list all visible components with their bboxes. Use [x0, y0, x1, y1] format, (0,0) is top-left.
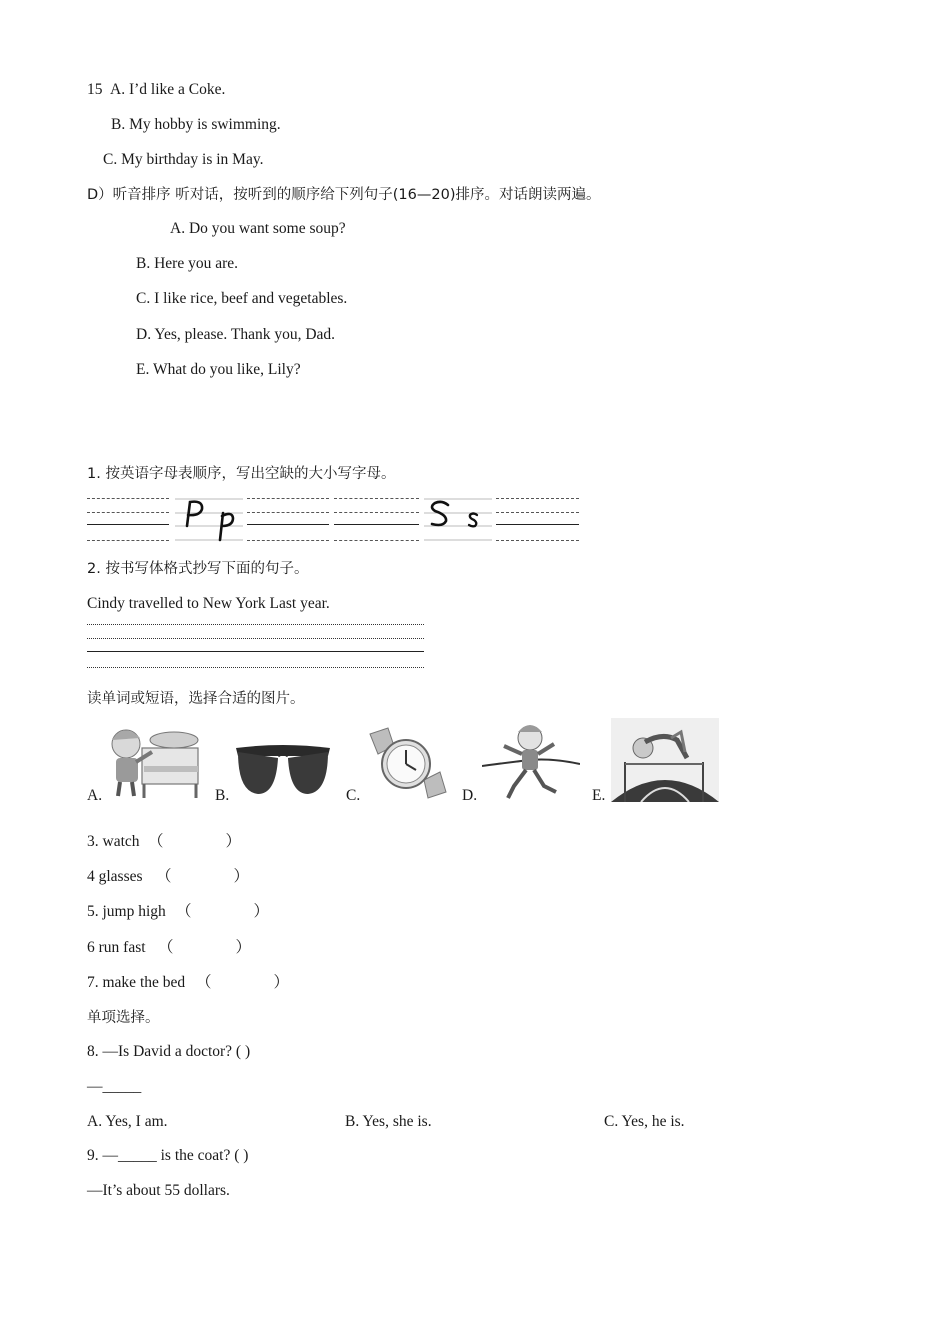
section-d-item-b: B. Here you are.: [136, 255, 238, 272]
q2-sentence: Cindy travelled to New York Last year.: [87, 595, 330, 612]
section-d-item-c: C. I like rice, beef and vegetables.: [136, 290, 348, 307]
match-item-7-paren[interactable]: （ ）: [196, 974, 290, 991]
q8-option-b[interactable]: B. Yes, she is.: [345, 1113, 432, 1130]
q15-option-a: 15: [87, 81, 103, 98]
picture-label-e: E.: [592, 787, 606, 804]
match-item-6-paren[interactable]: （ ）: [158, 939, 252, 956]
match-item-3-paren[interactable]: （ ）: [148, 833, 242, 850]
section-d-title: D）听音排序 听对话，按听到的顺序给下列句子(16—20)排序。对话朗读两遍。: [87, 187, 601, 203]
match-item-5: 5. jump high: [87, 903, 166, 920]
picture-label-b: B.: [215, 787, 230, 804]
q1-title: 1. 按英语字母表顺序，写出空缺的大小写字母。: [87, 466, 396, 482]
q2-title: 2. 按书写体格式抄写下面的句子。: [87, 561, 309, 577]
q15-option-a-text: A. I’d like a Coke.: [110, 81, 226, 98]
letter-box-p-glyphs: [175, 496, 243, 542]
section-d-item-a: A. Do you want some soup?: [170, 220, 346, 237]
q8-answer-line[interactable]: —_____: [87, 1078, 142, 1095]
q9-stem: 9. —_____ is the coat? ( ): [87, 1147, 249, 1164]
q15-option-b: B. My hobby is swimming.: [111, 116, 281, 133]
q9-reply: —It’s about 55 dollars.: [87, 1182, 230, 1199]
match-item-4-paren[interactable]: （ ）: [156, 868, 250, 885]
picture-label-d: D.: [462, 787, 478, 804]
jump-high-picture: [611, 718, 719, 802]
run-fast-picture: [482, 716, 580, 802]
single-choice-title: 单项选择。: [87, 1010, 160, 1026]
picture-label-c: C.: [346, 787, 361, 804]
match-item-5-paren[interactable]: （ ）: [176, 903, 270, 920]
match-item-4: 4 glasses: [87, 868, 143, 885]
match-item-3: 3. watch: [87, 833, 140, 850]
picture-label-a: A.: [87, 787, 103, 804]
section-d-item-e: E. What do you like, Lily?: [136, 361, 301, 378]
q8-option-c[interactable]: C. Yes, he is.: [604, 1113, 685, 1130]
q8-option-a[interactable]: A. Yes, I am.: [87, 1113, 168, 1130]
glasses-picture: [234, 740, 332, 798]
pictures-title: 读单词或短语，选择合适的图片。: [87, 691, 305, 707]
section-d-item-d: D. Yes, please. Thank you, Dad.: [136, 326, 336, 343]
watch-picture: [366, 726, 448, 800]
letter-box-s-glyphs: [424, 496, 492, 542]
q8-stem: 8. —Is David a doctor? ( ): [87, 1043, 251, 1060]
match-item-6: 6 run fast: [87, 939, 146, 956]
q15-option-c: C. My birthday is in May.: [103, 151, 264, 168]
match-item-7: 7. make the bed: [87, 974, 186, 991]
make-bed-picture: [104, 722, 200, 800]
